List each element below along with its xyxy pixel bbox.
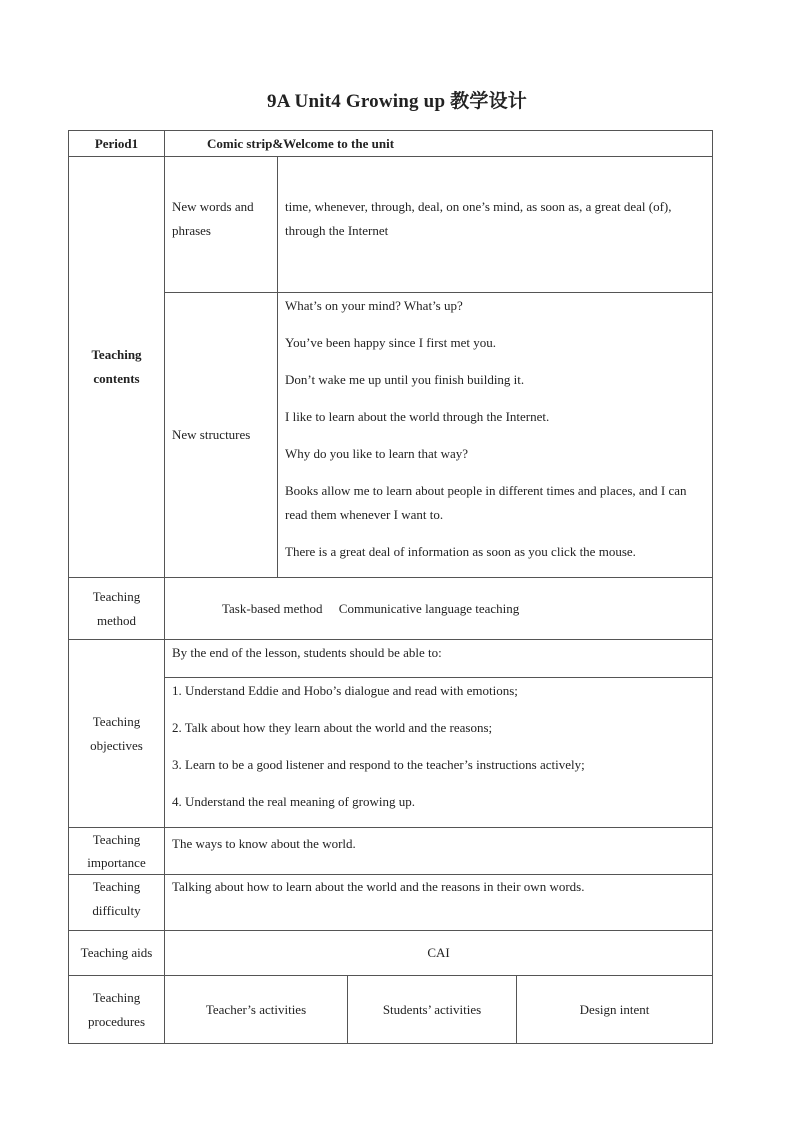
objective-item: 4. Understand the real meaning of growing up. (172, 794, 415, 809)
teaching-importance-label: Teaching importance (69, 828, 165, 875)
period-cell: Period1 (69, 131, 165, 157)
teaching-importance-text: The ways to know about the world. (165, 828, 713, 875)
objectives-list (165, 678, 713, 828)
teaching-objectives-label: Teaching objectives (69, 640, 165, 828)
objectives-intro: By the end of the lesson, students should be able to: (165, 640, 713, 678)
objectives-list-row (69, 678, 713, 828)
structure-line: You’ve been happy since I first met you. (285, 335, 496, 350)
contents-words-row (69, 157, 713, 293)
teaching-difficulty-label: Teaching difficulty (69, 875, 165, 931)
structure-line: I like to learn about the world through the Internet. (285, 409, 550, 424)
objective-item: 2. Talk about how they learn about the world and the reasons; (172, 720, 493, 735)
structure-line: Why do you like to learn that way? (285, 446, 469, 461)
structure-line: What’s on your mind? What’s up? (285, 298, 463, 313)
structure-line: There is a great deal of information as soon as you click the mouse. (285, 544, 636, 559)
teaching-aids-text: CAI (165, 931, 713, 976)
aids-row (69, 931, 713, 976)
procedures-column-students: Students’ activities (348, 976, 517, 1044)
new-structures-cell (278, 293, 713, 578)
structure-line: Don’t wake me up until you finish building it. (285, 372, 525, 387)
objective-item: 1. Understand Eddie and Hobo’s dialogue and read with emotions; (172, 683, 518, 698)
new-words-text: time, whenever, through, deal, on one’s mind, as soon as, a great deal (of), through the Internet (278, 157, 713, 293)
structure-line: Books allow me to learn about people in different times and places, and I can read them whenever I want to. (285, 483, 687, 522)
objectives-intro-row (69, 640, 713, 678)
method-row (69, 578, 713, 640)
document-title: 9A Unit4 Growing up 教学设计 (267, 91, 527, 112)
difficulty-row (69, 875, 713, 931)
procedures-column-intent: Design intent (517, 976, 713, 1044)
importance-row (69, 828, 713, 875)
teaching-method-text: Task-based method Communicative language teaching (165, 578, 713, 640)
teaching-procedures-label: Teaching procedures (69, 976, 165, 1044)
new-structures-label: New structures (165, 293, 278, 578)
teaching-method-label: Teaching method (69, 578, 165, 640)
contents-structures-row (69, 293, 713, 578)
procedures-row (69, 976, 713, 1044)
header-row (69, 131, 713, 157)
topic-cell: Comic strip&Welcome to the unit (165, 131, 713, 157)
teaching-difficulty-text: Talking about how to learn about the world and the reasons in their own words. (165, 875, 713, 931)
lesson-plan-table (68, 130, 713, 1044)
procedures-column-teacher: Teacher’s activities (165, 976, 348, 1044)
teaching-contents-label: Teaching contents (69, 157, 165, 578)
teaching-aids-label: Teaching aids (69, 931, 165, 976)
new-words-label: New words and phrases (165, 157, 278, 293)
objective-item: 3. Learn to be a good listener and respond to the teacher’s instructions actively; (172, 757, 585, 772)
